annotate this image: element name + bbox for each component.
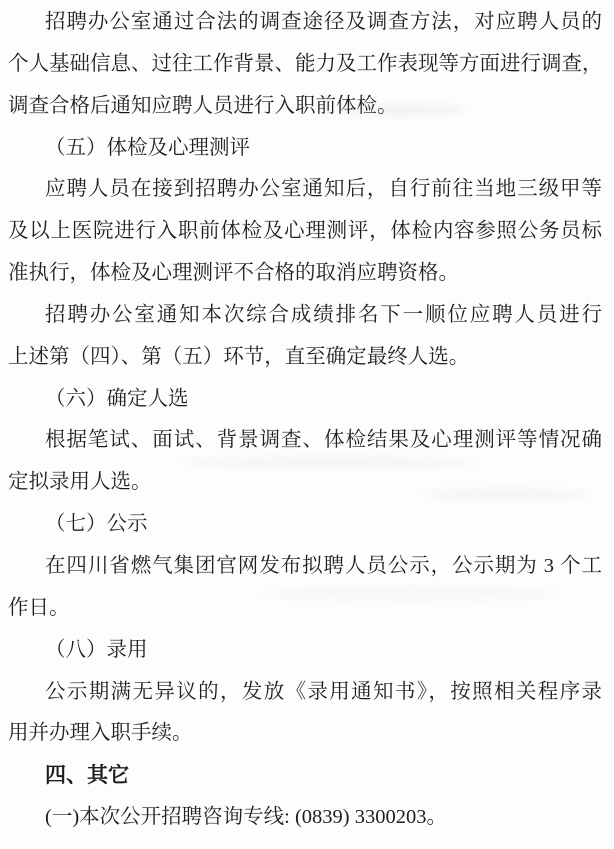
- section-heading-6: （六）确定人选: [45, 387, 189, 410]
- text-line: 用并办理入职手续。: [8, 722, 193, 745]
- scan-artifact: [420, 488, 590, 501]
- document-body: [8, 2, 602, 839]
- scan-artifact: [335, 104, 465, 116]
- section-heading-7: （七）公示: [45, 513, 148, 536]
- text-line: 作日。: [8, 596, 70, 619]
- text-line: 个人基础信息、过往工作背景、能力及工作表现等方面进行调查，: [8, 52, 603, 75]
- text-line: 根据笔试、面试、背景调查、体检结果及心理测评等情况确: [45, 429, 602, 452]
- text-line: 公示期满无异议的，发放《录用通知书》，按照相关程序录: [45, 680, 602, 703]
- text-line: 准执行，体检及心理测评不合格的取消应聘资格。: [8, 262, 459, 285]
- text-line: 定拟录用人选。: [8, 471, 152, 494]
- text-line: 调查合格后通知应聘人员进行入职前体检。: [8, 94, 398, 117]
- text-line: 招聘办公室通过合法的调查途径及调查方法，对应聘人员的: [45, 11, 602, 33]
- text-line: 招聘办公室通知本次综合成绩排名下一顺位应聘人员进行: [45, 303, 602, 326]
- hotline-line: (一)本次公开招聘咨询专线: (0839) 3300203。: [45, 806, 448, 829]
- text-line: 在四川省燃气集团官网发布拟聘人员公示，公示期为 3 个工: [45, 554, 602, 577]
- scan-artifact: [180, 456, 480, 469]
- text-line: 应聘人员在接到招聘办公室通知后，自行前往当地三级甲等: [45, 178, 602, 201]
- section-heading-5: （五）体检及心理测评: [45, 136, 250, 159]
- chapter-heading-4: 四、其它: [45, 764, 129, 788]
- text-line: 上述第（四）、第（五）环节，直至确定最终人选。: [8, 345, 470, 368]
- section-heading-8: （八）录用: [45, 638, 148, 661]
- text-line: 及以上医院进行入职前体检及心理测评，体检内容参照公务员标: [8, 220, 602, 243]
- scan-artifact: [260, 586, 560, 601]
